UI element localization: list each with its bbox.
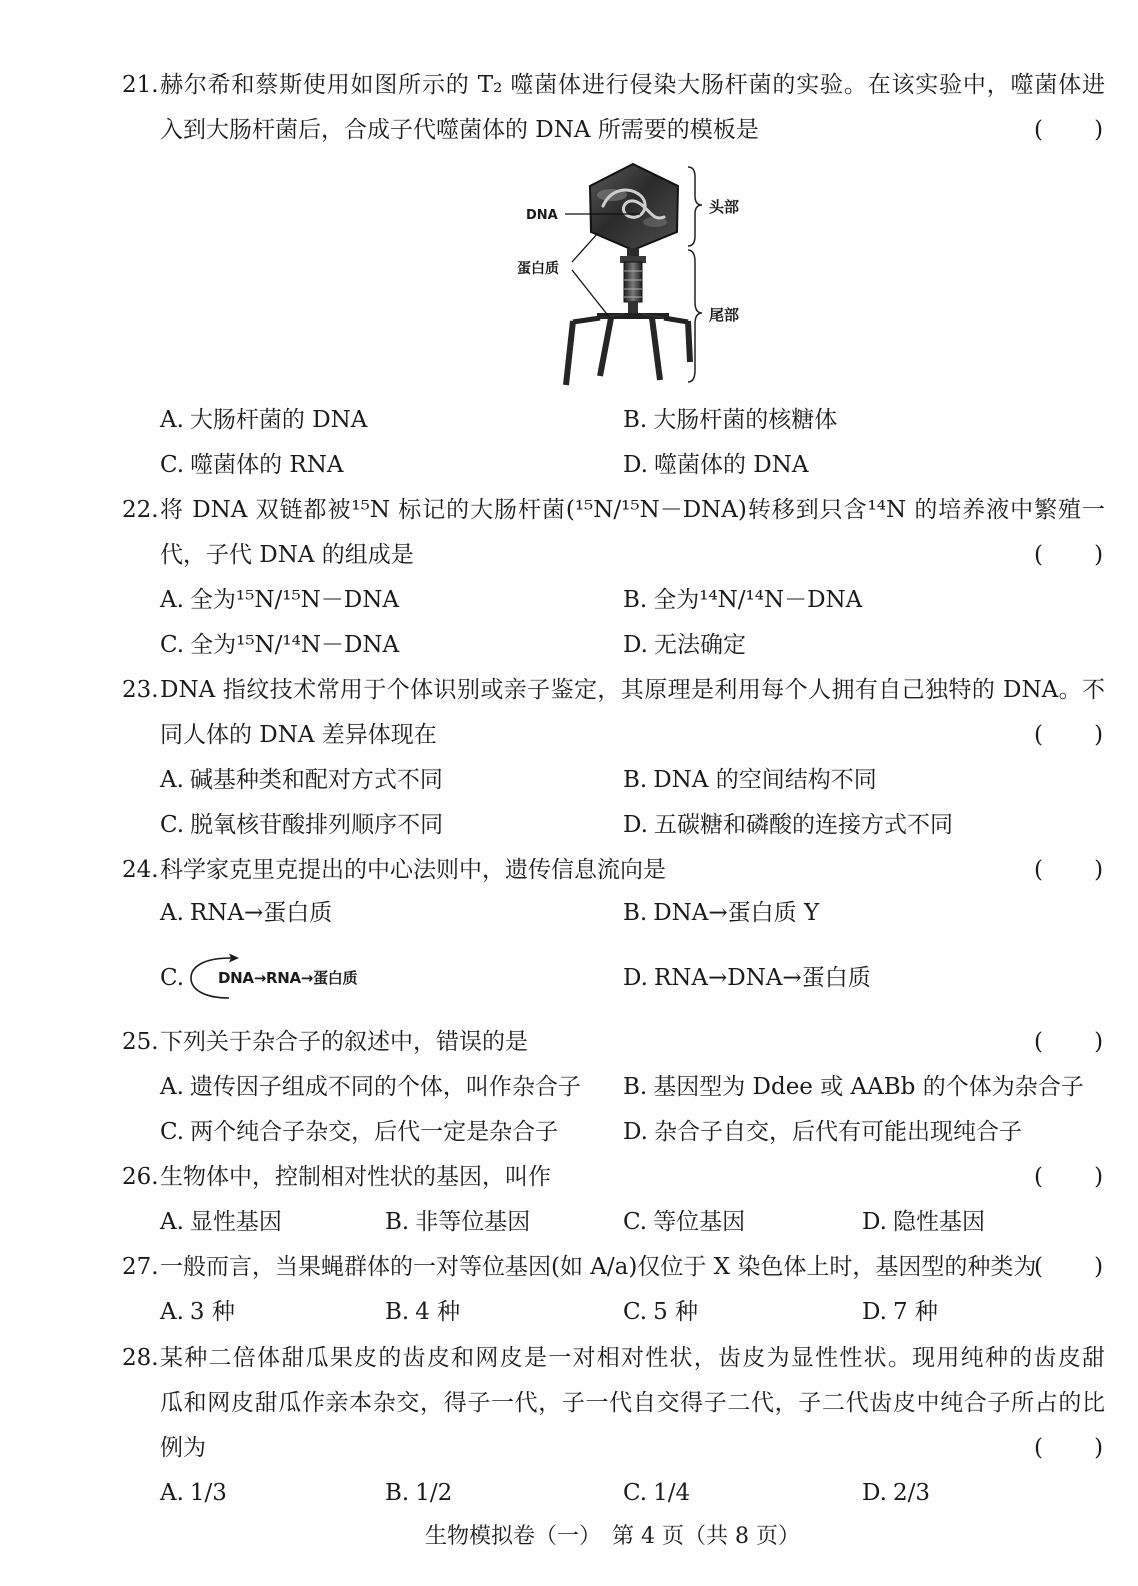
tail-leg [600, 318, 611, 376]
option-d [862, 1207, 985, 1237]
option-text: 无法确定 [653, 632, 746, 658]
option-d [623, 450, 808, 480]
option-label: A. [160, 1074, 184, 1100]
option-label: C. [623, 1299, 648, 1325]
option-text: 1/3 [189, 1480, 227, 1506]
answer-bracket: ( ) [1034, 117, 1104, 143]
option-label: D. [623, 965, 648, 991]
question-number: 22. [122, 497, 159, 523]
question-stem-line: 赫尔希和蔡斯使用如图所示的 T₂ 噬菌体进行侵染大肠杆菌的实验。在该实验中，噬菌体进 [160, 72, 1105, 98]
option-text: 7 种 [892, 1299, 938, 1325]
option-d [623, 963, 871, 993]
option-text: 脱氧核苷酸排列顺序不同 [190, 812, 444, 838]
option-text: 4 种 [415, 1299, 461, 1325]
option-label: C. [160, 812, 185, 838]
option-c [623, 1478, 690, 1508]
answer-bracket: ( ) [1034, 1164, 1104, 1190]
question-number: 23. [122, 677, 159, 703]
option-label: A. [160, 1299, 184, 1325]
question-number: 26. [122, 1164, 159, 1190]
answer-bracket: ( ) [1034, 1254, 1104, 1280]
option-b [385, 1478, 452, 1508]
option-label: B. [623, 407, 648, 433]
option-a [160, 405, 367, 435]
option-c [160, 1117, 558, 1147]
question-stem-line: 同人体的 DNA 差异体现在 [160, 722, 437, 748]
option-b [623, 405, 837, 435]
option-label: C. [160, 632, 185, 658]
option-b [623, 585, 862, 615]
option-text: 遗传因子组成不同的个体，叫作杂合子 [189, 1074, 581, 1100]
question-stem-line: 下列关于杂合子的叙述中，错误的是 [160, 1029, 528, 1055]
option-label: C. [623, 1209, 648, 1235]
page-footer: 生物模拟卷（一） 第 4 页（共 8 页） [425, 1524, 800, 1549]
tail-label: 尾部 [709, 306, 740, 324]
option-label: B. [623, 900, 648, 926]
tail-leg [566, 321, 573, 385]
question-stem-line: 瓜和网皮甜瓜作亲本杂交，得子一代，子一代自交得子二代，子二代齿皮中纯合子所占的比 [160, 1390, 1105, 1416]
option-a [160, 1207, 282, 1237]
option-label: B. [385, 1209, 410, 1235]
question-stem-line: 入到大肠杆菌后，合成子代噬菌体的 DNA 所需要的模板是 [160, 117, 759, 143]
option-text: 五碳糖和磷酸的连接方式不同 [653, 812, 953, 838]
option-text: 全为¹⁵N/¹⁴N－DNA [190, 632, 400, 658]
question-number: 25. [122, 1029, 159, 1055]
option-a [160, 1297, 235, 1327]
question-number: 24. [122, 857, 159, 883]
option-text: 全为¹⁴N/¹⁴N－DNA [653, 587, 863, 613]
option-text: DNA→蛋白质 Y [653, 900, 820, 926]
question-stem-line: 某种二倍体甜瓜果皮的齿皮和网皮是一对相对性状，齿皮为显性性状。现用纯种的齿皮甜 [160, 1345, 1105, 1371]
option-d [862, 1478, 930, 1508]
option-label: A. [160, 1480, 184, 1506]
question-stem-line: 一般而言，当果蝇群体的一对等位基因(如 A/a)仅位于 X 染色体上时，基因型的种类为 [160, 1254, 1037, 1280]
phage-figure [500, 155, 770, 390]
answer-bracket: ( ) [1034, 857, 1104, 883]
tail-brace [688, 250, 702, 382]
option-text: 非等位基因 [415, 1209, 531, 1235]
option-text: DNA 的空间结构不同 [653, 767, 877, 793]
option-text: 两个纯合子杂交，后代一定是杂合子 [190, 1119, 559, 1145]
option-a [160, 585, 399, 615]
head-brace [688, 167, 702, 246]
option-text: DNA→RNA→蛋白质 [218, 969, 358, 987]
phage-tail-sheath [624, 262, 642, 302]
option-text: 基因型为 Ddee 或 AABb 的个体为杂合子 [653, 1074, 1084, 1100]
dna-label: DNA [526, 208, 558, 223]
option-c [160, 450, 343, 480]
option-b [623, 765, 877, 795]
question-number: 27. [122, 1254, 159, 1280]
option-c [160, 810, 443, 840]
phage-tail-tube [628, 301, 638, 314]
option-b [385, 1207, 530, 1237]
question-stem-line: DNA 指纹技术常用于个体识别或亲子鉴定，其原理是利用每个人拥有自己独特的 DNA。不 [160, 677, 1105, 703]
option-b [623, 898, 819, 928]
option-text: 大肠杆菌的核糖体 [653, 407, 838, 433]
protein-label: 蛋白质 [517, 261, 559, 277]
question-stem-line: 科学家克里克提出的中心法则中，遗传信息流向是 [160, 857, 666, 883]
option-a [160, 1072, 581, 1102]
option-label: D. [623, 812, 648, 838]
phage-neck [627, 248, 639, 257]
tail-leg [573, 318, 600, 322]
option-d [862, 1297, 938, 1327]
option-label: A. [160, 407, 184, 433]
option-d [623, 630, 746, 660]
answer-bracket: ( ) [1034, 542, 1104, 568]
option-text: 显性基因 [189, 1209, 282, 1235]
option-a [160, 898, 332, 928]
option-d [623, 1117, 1022, 1147]
option-label: C. [160, 1119, 185, 1145]
option-label: B. [385, 1480, 410, 1506]
option-d [623, 810, 953, 840]
tail-leg [688, 321, 690, 362]
question-stem-line: 生物体中，控制相对性状的基因，叫作 [160, 1164, 551, 1190]
protein-pointer-line [572, 233, 598, 262]
option-text: 隐性基因 [892, 1209, 985, 1235]
answer-bracket: ( ) [1034, 1029, 1104, 1055]
option-text: 2/3 [892, 1480, 930, 1506]
question-stem-line: 将 DNA 双链都被¹⁵N 标记的大肠杆菌(¹⁵N/¹⁵N－DNA)转移到只含¹⁴N 的培养液中繁殖一 [160, 497, 1105, 523]
question-number: 21. [122, 72, 159, 98]
option-text: 5 种 [653, 1299, 699, 1325]
option-c [160, 630, 399, 660]
option-label: B. [623, 767, 648, 793]
head-label: 头部 [709, 198, 740, 216]
option-label: A. [160, 1209, 184, 1235]
option-text: 噬菌体的 DNA [653, 452, 809, 478]
option-c [623, 1207, 745, 1237]
option-label: B. [623, 587, 648, 613]
tail-leg [652, 318, 660, 380]
option-b [623, 1072, 1084, 1102]
option-label: D. [862, 1299, 887, 1325]
option-a [160, 1478, 227, 1508]
option-text: 大肠杆菌的 DNA [189, 407, 368, 433]
option-text: RNA→DNA→蛋白质 [653, 965, 871, 991]
option-label: A. [160, 767, 184, 793]
option-label: D. [862, 1209, 887, 1235]
answer-bracket: ( ) [1034, 1435, 1104, 1461]
option-label: A. [160, 587, 184, 613]
option-text: 杂合子自交，后代有可能出现纯合子 [653, 1119, 1022, 1145]
answer-bracket: ( ) [1034, 722, 1104, 748]
option-label: D. [862, 1480, 887, 1506]
option-text: 等位基因 [653, 1209, 746, 1235]
option-b [385, 1297, 460, 1327]
option-a [160, 765, 443, 795]
option-label: D. [623, 632, 648, 658]
tail-leg [664, 318, 688, 322]
question-stem-line: 例为 [160, 1435, 206, 1461]
option-text: 1/2 [415, 1480, 453, 1506]
option-label: B. [623, 1074, 648, 1100]
question-number: 28. [122, 1345, 159, 1371]
option-label: D. [623, 1119, 648, 1145]
option-text: 噬菌体的 RNA [190, 452, 344, 478]
protein-pointer-line [572, 270, 610, 318]
option-text: 全为¹⁵N/¹⁵N－DNA [189, 587, 399, 613]
option-text: 3 种 [189, 1299, 235, 1325]
option-text: RNA→蛋白质 [189, 900, 333, 926]
option-label: C. [160, 965, 185, 991]
option-text: 1/4 [653, 1480, 691, 1506]
option-label: C. [623, 1480, 648, 1506]
option-label: C. [160, 452, 185, 478]
option-text: 碱基种类和配对方式不同 [189, 767, 443, 793]
option-c [623, 1297, 698, 1327]
option-label: A. [160, 900, 184, 926]
question-stem-line: 代，子代 DNA 的组成是 [160, 542, 414, 568]
option-label: D. [623, 452, 648, 478]
option-label: B. [385, 1299, 410, 1325]
